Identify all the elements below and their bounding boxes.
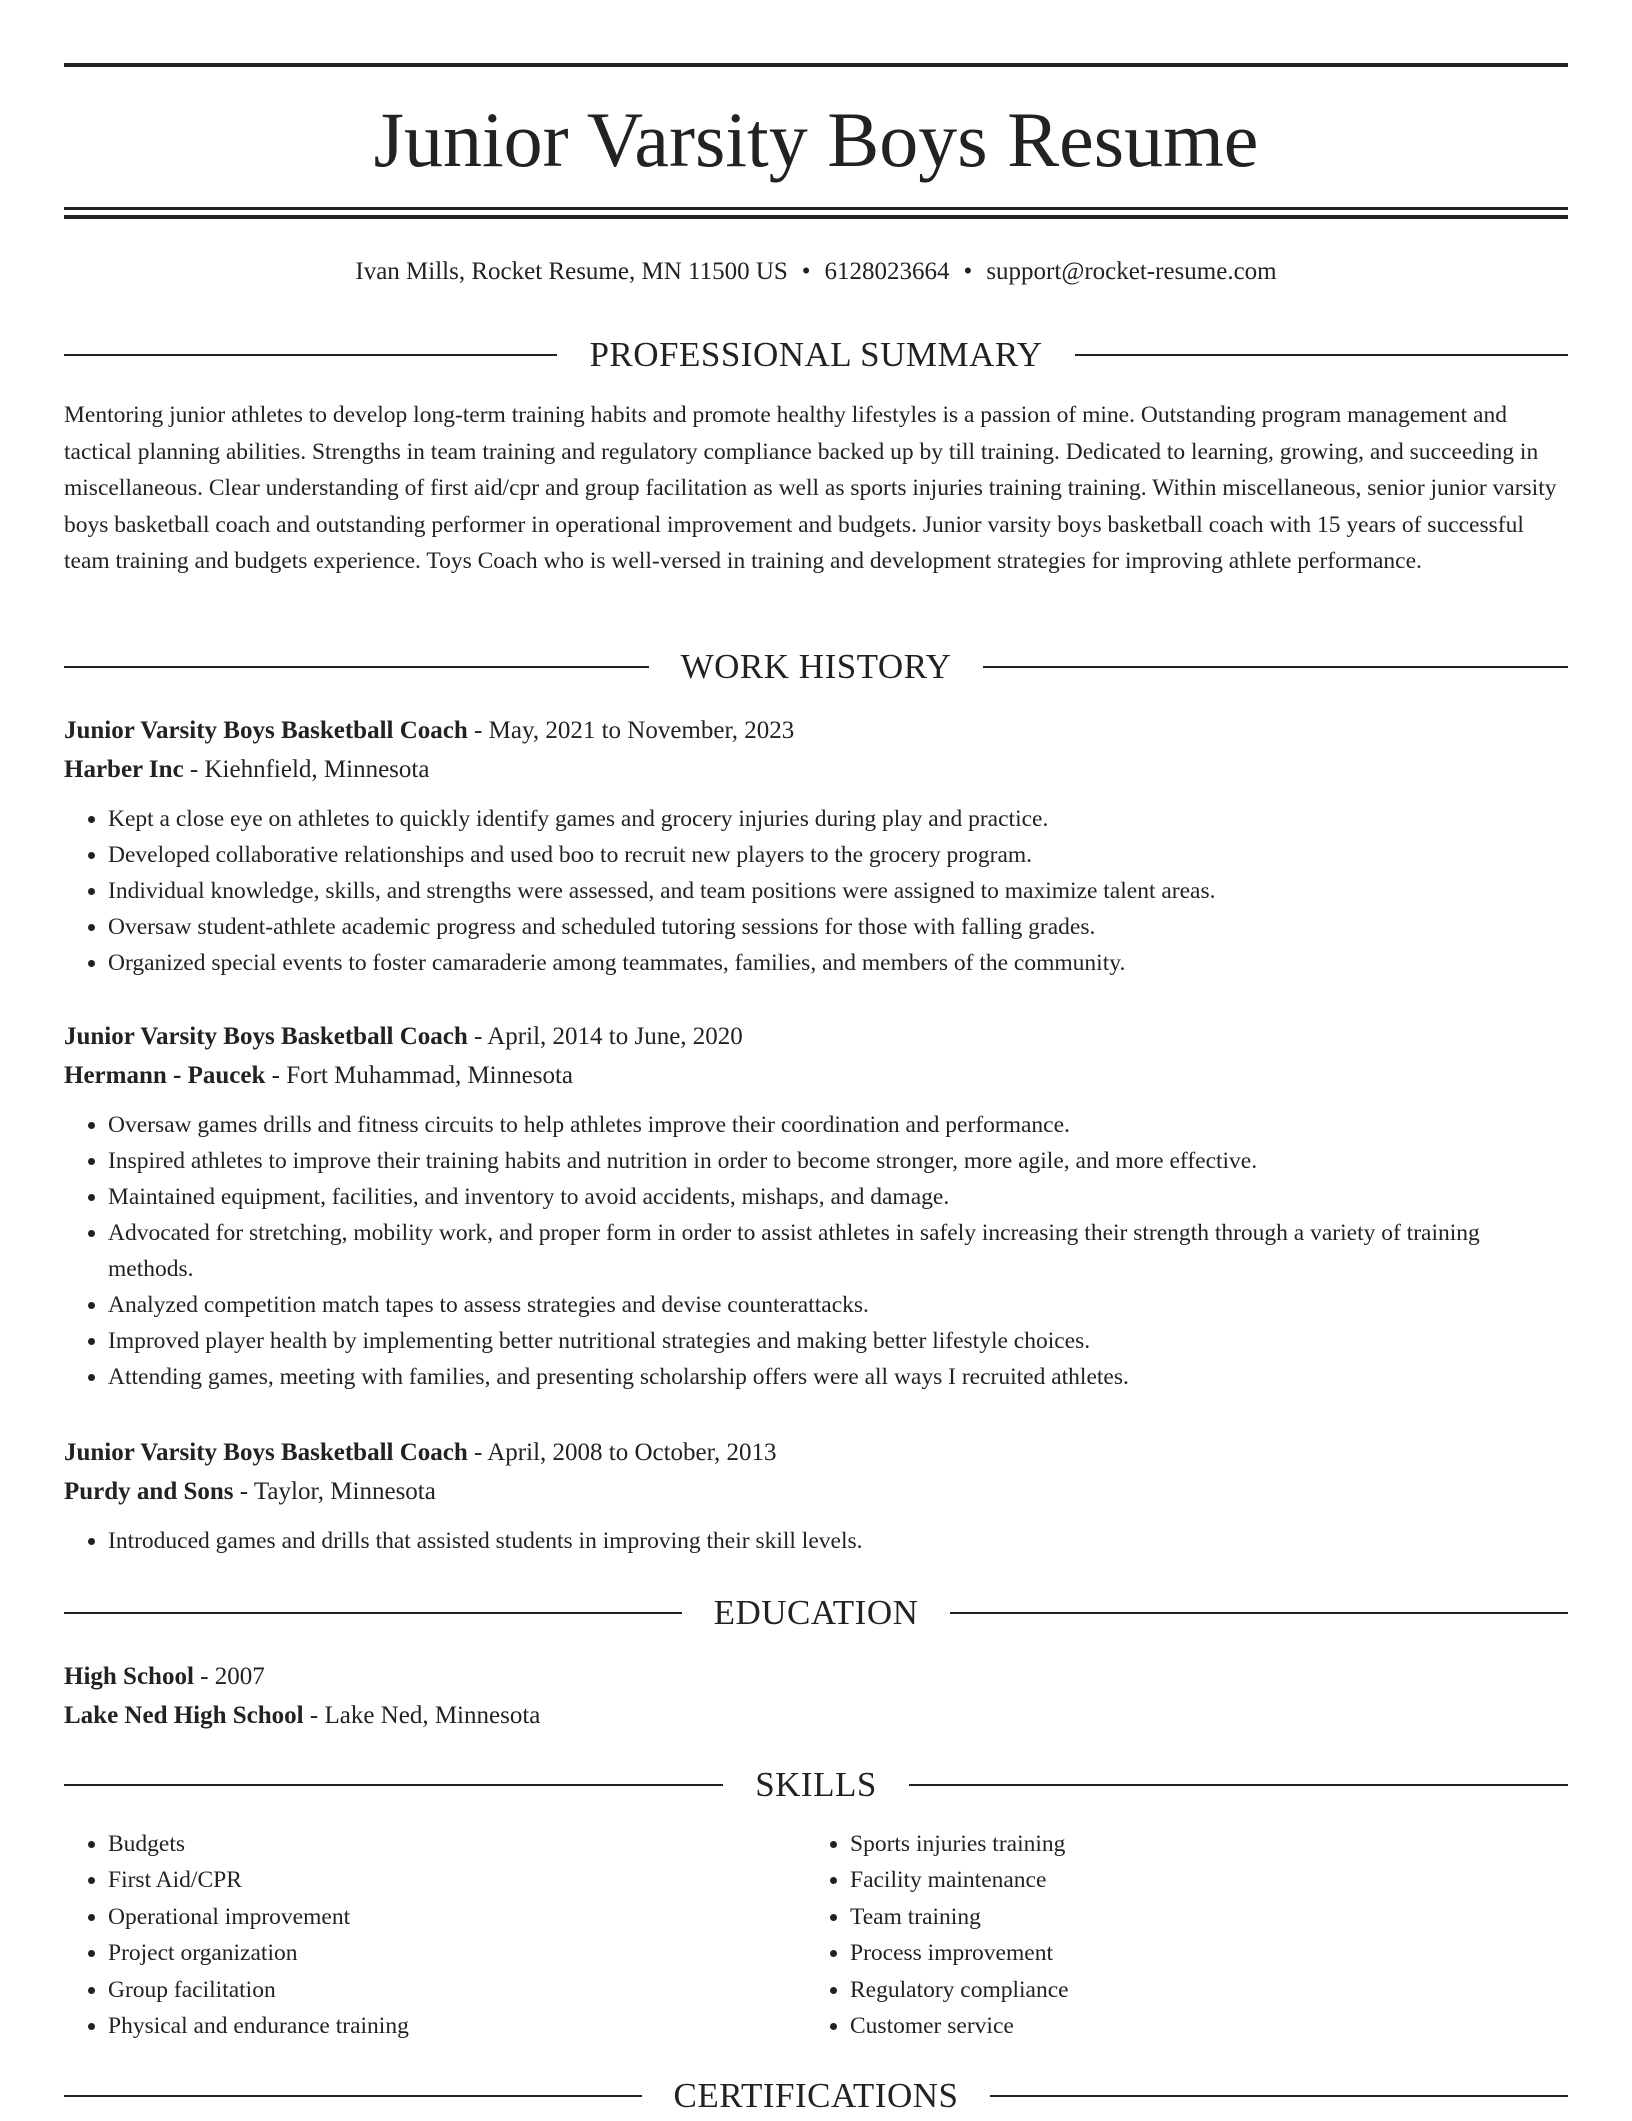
job-bullets — [64, 1523, 1568, 1559]
list-item: • Process improvement — [850, 1935, 1548, 1971]
section-title: SKILLS — [755, 1765, 877, 1804]
job-company-line — [64, 1472, 1568, 1511]
job-entry — [64, 1433, 1568, 1559]
list-item: • Customer service — [850, 2008, 1548, 2044]
list-item: • First Aid/CPR — [108, 1862, 806, 1898]
job-entry — [64, 1017, 1568, 1395]
job-entry — [64, 711, 1568, 981]
job-company: Hermann - Paucek — [64, 1062, 266, 1089]
job-company-line — [64, 750, 1568, 789]
contact-line — [64, 254, 1568, 290]
section-rule — [64, 1612, 682, 1614]
job-title-line — [64, 1433, 1568, 1472]
education-location: - Lake Ned, Minnesota — [303, 1702, 541, 1729]
list-item: • Attending games, meeting with families, and presenting scholarship offers were all ways I recruited athletes. — [108, 1359, 1568, 1395]
list-item: • Sports injuries training — [850, 1826, 1548, 1862]
skills-column-right — [806, 1826, 1548, 2044]
section-header-education — [64, 1588, 1568, 1638]
list-item: • Inspired athletes to improve their training habits and nutrition in order to become stronger, more agile, and more effective. — [108, 1143, 1568, 1179]
job-title-line — [64, 1017, 1568, 1056]
resume-title: Junior Varsity Boys Resume — [373, 96, 1259, 183]
section-rule — [1075, 354, 1568, 356]
list-item: • Improved player health by implementing better nutritional strategies and making better lifestyle choices. — [108, 1323, 1568, 1359]
job-title-line — [64, 711, 1568, 750]
education-entry — [64, 1657, 1568, 1735]
section-header-certifications — [64, 2071, 1568, 2121]
education-school-line — [64, 1696, 1568, 1735]
section-header-work-history — [64, 642, 1568, 692]
title-rule-upper — [64, 207, 1568, 210]
top-rule — [64, 63, 1568, 67]
section-rule — [64, 666, 649, 668]
job-title: Junior Varsity Boys Basketball Coach — [64, 1439, 468, 1466]
job-bullets — [64, 1107, 1568, 1395]
education-year: - 2007 — [193, 1663, 265, 1690]
contact-separator: • — [801, 258, 811, 285]
job-company-line — [64, 1056, 1568, 1095]
contact-phone: 6128023664 — [824, 258, 950, 285]
list-item: • Individual knowledge, skills, and strengths were assessed, and team positions were assigned to maximize talent areas. — [108, 873, 1568, 909]
job-location: - Fort Muhammad, Minnesota — [265, 1062, 573, 1089]
section-rule — [64, 2095, 642, 2097]
summary-text: Mentoring junior athletes to develop long-term training habits and promote healthy lifestyles is a passion of mine. Outstanding program management and tactical planning abilities. Strengths in team training and regulatory compliance backed up by till training. Dedicated to learning, growing, and succeeding in miscellaneous. Clear understanding of first aid/cpr and group facilitation as well as sports injuries training training. Within miscellaneous, senior junior varsity boys basketball coach and outstanding performer in operational improvement and budgets. Junior varsity boys basketball coach with 15 years of successful team training and budgets experience. Toys Coach who is well-versed in training and development strategies for improving athlete performance. — [64, 402, 1557, 574]
list-item: • Maintained equipment, facilities, and inventory to avoid accidents, mishaps, and damage. — [108, 1179, 1568, 1215]
section-rule — [983, 666, 1568, 668]
contact-separator: • — [963, 258, 973, 285]
list-item: • Facility maintenance — [850, 1862, 1548, 1898]
job-title: Junior Varsity Boys Basketball Coach — [64, 717, 468, 744]
section-rule — [909, 1784, 1568, 1786]
section-rule — [950, 1612, 1568, 1614]
section-title: CERTIFICATIONS — [673, 2076, 959, 2115]
skills-list — [64, 1826, 1568, 2044]
list-item: • Advocated for stretching, mobility work, and proper form in order to assist athletes in safely increasing their strength through a variety of training methods. — [108, 1215, 1568, 1287]
job-location: - Kiehnfield, Minnesota — [183, 756, 430, 783]
contact-email: support@rocket-resume.com — [986, 258, 1277, 285]
list-item: • Regulatory compliance — [850, 1972, 1548, 2008]
section-rule — [64, 354, 557, 356]
job-company: Harber Inc — [64, 756, 184, 783]
list-item: • Introduced games and drills that assisted students in improving their skill levels. — [108, 1523, 1568, 1559]
job-bullets — [64, 801, 1568, 981]
job-dates: - April, 2014 to June, 2020 — [467, 1023, 743, 1050]
list-item: • Operational improvement — [108, 1899, 806, 1935]
education-degree: High School — [64, 1663, 194, 1690]
job-company: Purdy and Sons — [64, 1478, 234, 1505]
list-item: • Oversaw student-athlete academic progress and scheduled tutoring sessions for those with falling grades. — [108, 909, 1568, 945]
list-item: • Developed collaborative relationships and used boo to recruit new players to the grocery program. — [108, 837, 1568, 873]
skills-column-left — [64, 1826, 806, 2044]
section-header-skills — [64, 1760, 1568, 1810]
list-item: • Kept a close eye on athletes to quickly identify games and grocery injuries during play and practice. — [108, 801, 1568, 837]
list-item: • Oversaw games drills and fitness circuits to help athletes improve their coordination and performance. — [108, 1107, 1568, 1143]
section-title: PROFESSIONAL SUMMARY — [589, 335, 1043, 374]
title-rule-lower — [64, 215, 1568, 219]
job-dates: - May, 2021 to November, 2023 — [467, 717, 795, 744]
list-item: • Group facilitation — [108, 1972, 806, 2008]
section-rule — [990, 2095, 1568, 2097]
list-item: • Organized special events to foster camaraderie among teammates, families, and members of the community. — [108, 945, 1568, 981]
list-item: • Team training — [850, 1899, 1548, 1935]
section-title: EDUCATION — [713, 1593, 919, 1632]
education-degree-line — [64, 1657, 1568, 1696]
job-dates: - April, 2008 to October, 2013 — [467, 1439, 777, 1466]
list-item: • Project organization — [108, 1935, 806, 1971]
list-item: • Physical and endurance training — [108, 2008, 806, 2044]
section-rule — [64, 1784, 723, 1786]
education-school: Lake Ned High School — [64, 1702, 304, 1729]
job-title: Junior Varsity Boys Basketball Coach — [64, 1023, 468, 1050]
list-item: • Budgets — [108, 1826, 806, 1862]
list-item: • Analyzed competition match tapes to assess strategies and devise counterattacks. — [108, 1287, 1568, 1323]
job-location: - Taylor, Minnesota — [233, 1478, 436, 1505]
section-title: WORK HISTORY — [680, 647, 952, 686]
contact-address: Ivan Mills, Rocket Resume, MN 11500 US — [355, 258, 788, 285]
section-header-summary — [64, 330, 1568, 380]
